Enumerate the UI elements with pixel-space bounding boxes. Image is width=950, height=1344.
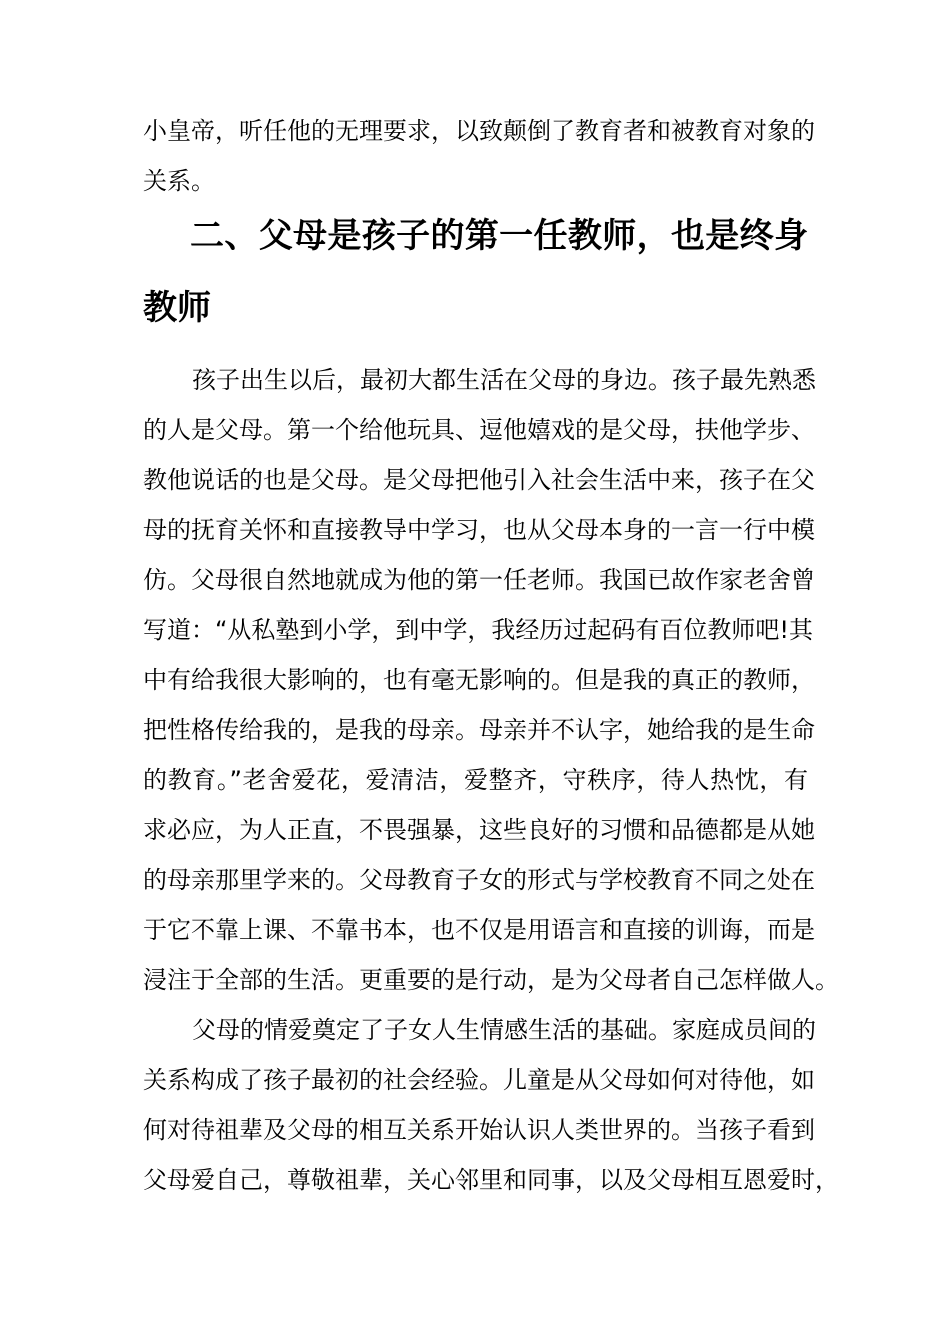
- section-heading-line-1: 二、父母是孩子的第一任教师，也是终身: [190, 216, 808, 256]
- paragraph2-line-2: 关系构成了孩子最初的社会经验。儿童是从父母如何对待他，如: [143, 1066, 815, 1094]
- paragraph2-line-4: 父母爱自己，尊敬祖辈，关心邻里和同事，以及父母相互恩爱时，: [143, 1166, 839, 1194]
- paragraph1-line-4: 母的抚育关怀和直接教导中学习，也从父母本身的一言一行中模: [143, 516, 815, 544]
- intro-line-1: 小皇帝，听任他的无理要求，以致颠倒了教育者和被教育对象的: [143, 117, 815, 145]
- section-heading-line-2: 教师: [143, 288, 211, 328]
- paragraph1-line-6: 写道：“从私塾到小学，到中学，我经历过起码有百位教师吧!其: [143, 616, 814, 644]
- paragraph1-line-10: 求必应，为人正直，不畏强暴，这些良好的习惯和品德都是从她: [143, 816, 815, 844]
- paragraph1-line-13: 浸注于全部的生活。更重要的是行动，是为父母者自己怎样做人。: [143, 966, 839, 994]
- paragraph1-line-9: 的教育。”老舍爱花，爱清洁，爱整齐，守秩序，待人热忱，有: [143, 766, 808, 794]
- paragraph2-line-3: 何对待祖辈及父母的相互关系开始认识人类世界的。当孩子看到: [143, 1116, 815, 1144]
- paragraph1-line-12: 于它不靠上课、不靠书本，也不仅是用语言和直接的训诲，而是: [143, 916, 815, 944]
- paragraph1-line-1: 孩子出生以后，最初大都生活在父母的身边。孩子最先熟悉: [192, 366, 816, 394]
- paragraph1-line-3: 教他说话的也是父母。是父母把他引入社会生活中来，孩子在父: [143, 466, 815, 494]
- paragraph1-line-2: 的人是父母。第一个给他玩具、逗他嬉戏的是父母，扶他学步、: [143, 416, 815, 444]
- intro-line-2: 关系。: [143, 167, 215, 195]
- paragraph1-line-11: 的母亲那里学来的。父母教育子女的形式与学校教育不同之处在: [143, 866, 815, 894]
- paragraph1-line-5: 仿。父母很自然地就成为他的第一任老师。我国已故作家老舍曾: [143, 566, 815, 594]
- paragraph1-line-7: 中有给我很大影响的，也有毫无影响的。但是我的真正的教师，: [143, 666, 815, 694]
- paragraph2-line-1: 父母的情爱奠定了子女人生情感生活的基础。家庭成员间的: [192, 1016, 816, 1044]
- paragraph1-line-8: 把性格传给我的，是我的母亲。母亲并不认字，她给我的是生命: [143, 716, 815, 744]
